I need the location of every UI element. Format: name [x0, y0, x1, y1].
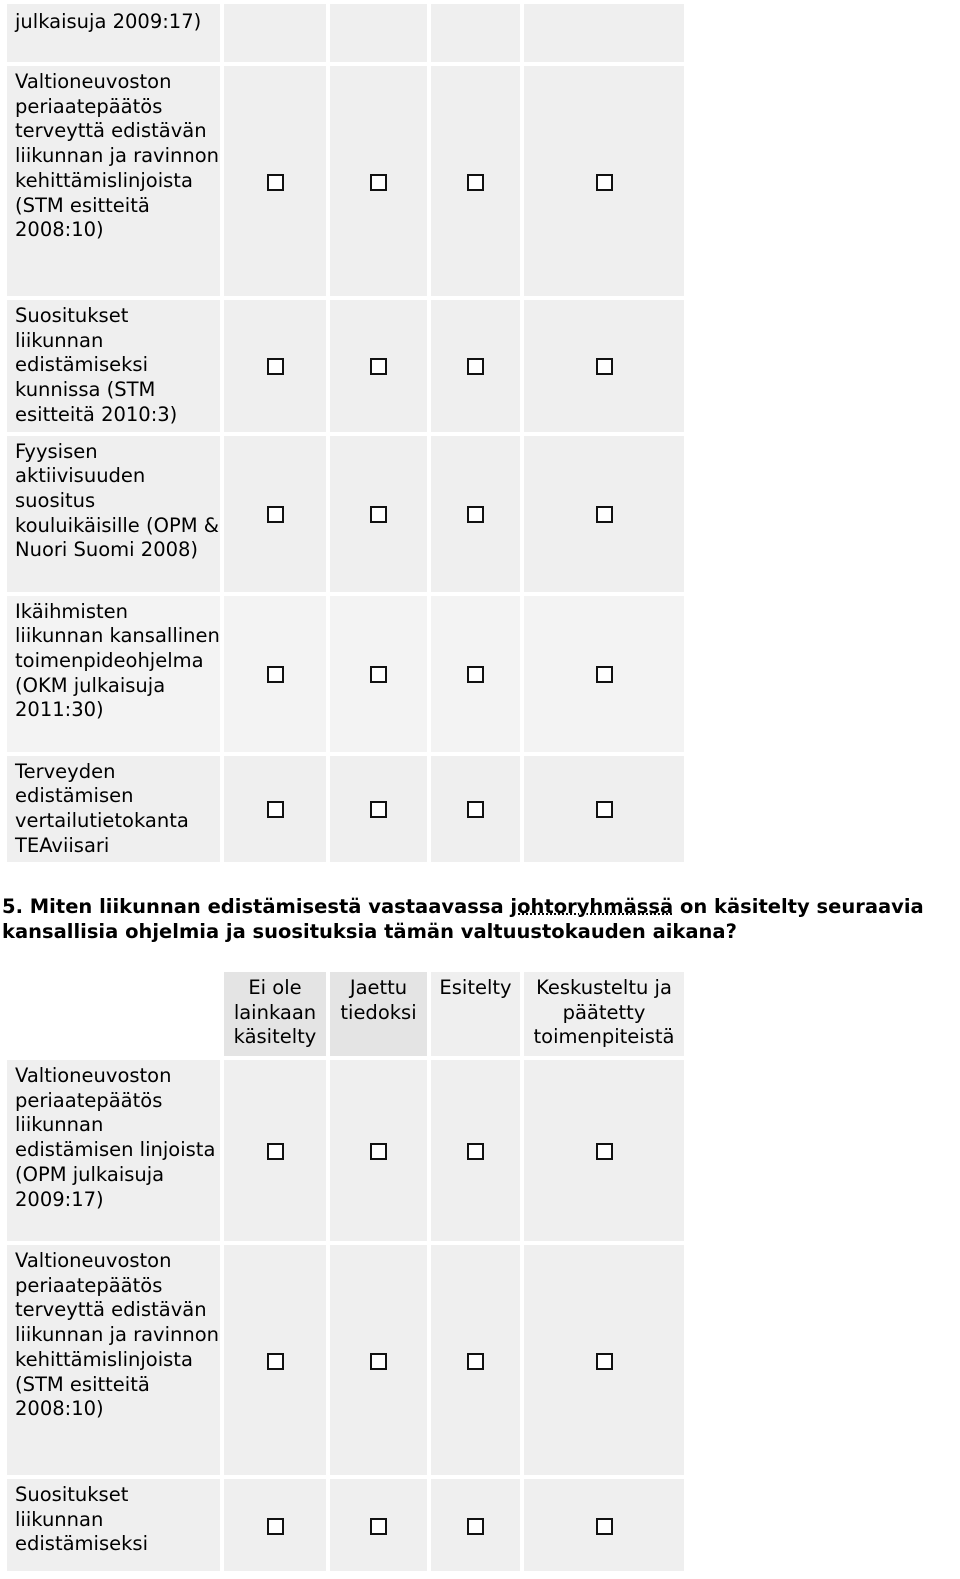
checkbox-ei-ole-kasitelty[interactable] [267, 358, 284, 375]
row-label: Terveyden edistämisen vertailutietokanta TEAviisari [7, 756, 220, 863]
table-row [7, 4, 684, 62]
checkbox-ei-ole-kasitelty[interactable] [267, 174, 284, 191]
checkbox-ei-ole-kasitelty[interactable] [267, 666, 284, 683]
row-label: Ikäihmisten liikunnan kansallinen toimenpideohjelma (OKM julkaisuja 2011:30) [7, 596, 220, 752]
checkbox-jaettu-tiedoksi[interactable] [370, 358, 387, 375]
checkbox-keskusteltu[interactable] [596, 358, 613, 375]
checkbox-esitelty[interactable] [467, 1143, 484, 1160]
question-text-start: Miten liikunnan edistämisestä vastaavassa [29, 895, 504, 918]
empty-cell [524, 4, 684, 62]
row-label: julkaisuja 2009:17) [7, 4, 220, 62]
question-5-title [2, 895, 958, 944]
checkbox-jaettu-tiedoksi[interactable] [370, 666, 387, 683]
question-term-link[interactable]: johtoryhmässä [510, 895, 674, 918]
checkbox-keskusteltu[interactable] [596, 506, 613, 523]
table-row [7, 66, 684, 296]
checkbox-keskusteltu[interactable] [596, 666, 613, 683]
row-label: Valtioneuvoston periaatepäätös terveyttä edistävän liikunnan ja ravinnon kehittämislinjoista (STM esitteitä 2008:10) [7, 66, 220, 296]
checkbox-ei-ole-kasitelty[interactable] [267, 801, 284, 818]
row-label: Fyysisen aktiivisuuden suositus kouluikäisille (OPM & Nuori Suomi 2008) [7, 436, 220, 592]
checkbox-jaettu-tiedoksi[interactable] [370, 506, 387, 523]
checkbox-jaettu-tiedoksi[interactable] [370, 174, 387, 191]
row-label: Valtioneuvoston periaatepäätös liikunnan edistämisen linjoista (OPM julkaisuja 2009:17) [7, 1060, 220, 1241]
row-label: Valtioneuvoston periaatepäätös terveyttä edistävän liikunnan ja ravinnon kehittämislinjoista (STM esitteitä 2008:10) [7, 1245, 220, 1475]
empty-cell [224, 4, 326, 62]
checkbox-esitelty[interactable] [467, 666, 484, 683]
row-label: Suositukset liikunnan edistämiseksi [7, 1479, 220, 1571]
header-row [7, 972, 684, 1056]
checkbox-ei-ole-kasitelty[interactable] [267, 506, 284, 523]
empty-cell [330, 4, 427, 62]
checkbox-jaettu-tiedoksi[interactable] [370, 1518, 387, 1535]
row-label: Suositukset liikunnan edistämiseksi kunnissa (STM esitteitä 2010:3) [7, 300, 220, 432]
table-row [7, 1479, 684, 1571]
table-row [7, 300, 684, 432]
column-header-ei-ole-kasitelty: Ei ole lainkaan käsitelty [224, 972, 326, 1056]
checkbox-esitelty[interactable] [467, 506, 484, 523]
empty-cell [431, 4, 520, 62]
checkbox-keskusteltu[interactable] [596, 1143, 613, 1160]
checkbox-jaettu-tiedoksi[interactable] [370, 1143, 387, 1160]
column-header-esitelty: Esitelty [431, 972, 520, 1056]
checkbox-ei-ole-kasitelty[interactable] [267, 1353, 284, 1370]
checkbox-ei-ole-kasitelty[interactable] [267, 1518, 284, 1535]
checkbox-esitelty[interactable] [467, 1353, 484, 1370]
checkbox-keskusteltu[interactable] [596, 1518, 613, 1535]
question-number: 5. [2, 895, 23, 918]
survey-table-previous [3, 0, 688, 866]
checkbox-ei-ole-kasitelty[interactable] [267, 1143, 284, 1160]
checkbox-esitelty[interactable] [467, 174, 484, 191]
checkbox-jaettu-tiedoksi[interactable] [370, 1353, 387, 1370]
survey-table-question-5 [3, 968, 688, 1575]
checkbox-keskusteltu[interactable] [596, 1353, 613, 1370]
checkbox-keskusteltu[interactable] [596, 801, 613, 818]
checkbox-esitelty[interactable] [467, 358, 484, 375]
checkbox-esitelty[interactable] [467, 801, 484, 818]
question-text-end: on käsitelty seuraavia kansallisia ohjelmia ja suosituksia tämän valtuustokauden aikana? [2, 895, 924, 943]
table-row [7, 1060, 684, 1241]
checkbox-jaettu-tiedoksi[interactable] [370, 801, 387, 818]
checkbox-esitelty[interactable] [467, 1518, 484, 1535]
checkbox-keskusteltu[interactable] [596, 174, 613, 191]
table-row [7, 436, 684, 592]
table-row [7, 1245, 684, 1475]
empty-header [7, 972, 220, 1056]
column-header-jaettu-tiedoksi: Jaettu tiedoksi [330, 972, 427, 1056]
table-row [7, 596, 684, 752]
column-header-keskusteltu: Keskusteltu ja päätetty toimenpiteistä [524, 972, 684, 1056]
table-row [7, 756, 684, 863]
